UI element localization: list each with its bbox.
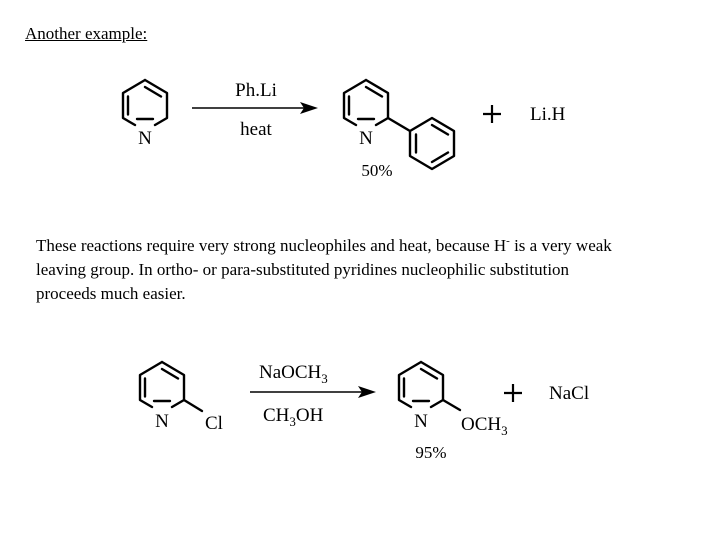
reaction-arrow: [192, 102, 318, 114]
hydride-charge: -: [506, 235, 510, 247]
product-nitrogen-label: N: [359, 128, 373, 149]
explanation-paragraph: [36, 234, 720, 306]
plus-sign: [483, 105, 501, 123]
reaction-1-scheme: [0, 0, 720, 200]
reactant-nitrogen-label: N: [138, 128, 152, 149]
byproduct-label: NaCl: [549, 383, 590, 404]
chloropyridine-structure: [140, 362, 223, 434]
pyridine-structure: [123, 80, 167, 149]
reagent-below-arrow: $CH_3OH$: [263, 405, 324, 429]
slide-heading: Another example:: [25, 24, 148, 43]
paragraph-line-1: These reactions require very strong nucleophiles and heat, because H- is a very weak: [36, 235, 612, 255]
chlorine-label: Cl: [205, 413, 223, 434]
yield-label: 95%: [415, 443, 447, 462]
methoxy-label: $OCH_3$: [461, 414, 508, 438]
paragraph-line-3: proceeds much easier.: [36, 284, 186, 303]
reagent-above-arrow: Ph.Li: [235, 80, 277, 101]
reagent-above-arrow: NaOCH$_3$: [259, 362, 328, 386]
reaction-2-scheme: [0, 350, 720, 540]
reagent-below-arrow: heat: [240, 119, 272, 140]
plus-sign: [504, 384, 522, 402]
phenylpyridine-structure: [344, 80, 454, 169]
reactant-nitrogen-label: N: [155, 411, 169, 432]
paragraph-line-2: leaving group. In ortho- or para-substituted pyridines nucleophilic substitution: [36, 260, 570, 279]
byproduct-label: Li.H: [530, 104, 566, 125]
yield-label: 50%: [361, 161, 393, 180]
product-nitrogen-label: N: [414, 411, 428, 432]
reaction-arrow: [250, 386, 376, 398]
methoxypyridine-structure: [399, 362, 508, 438]
